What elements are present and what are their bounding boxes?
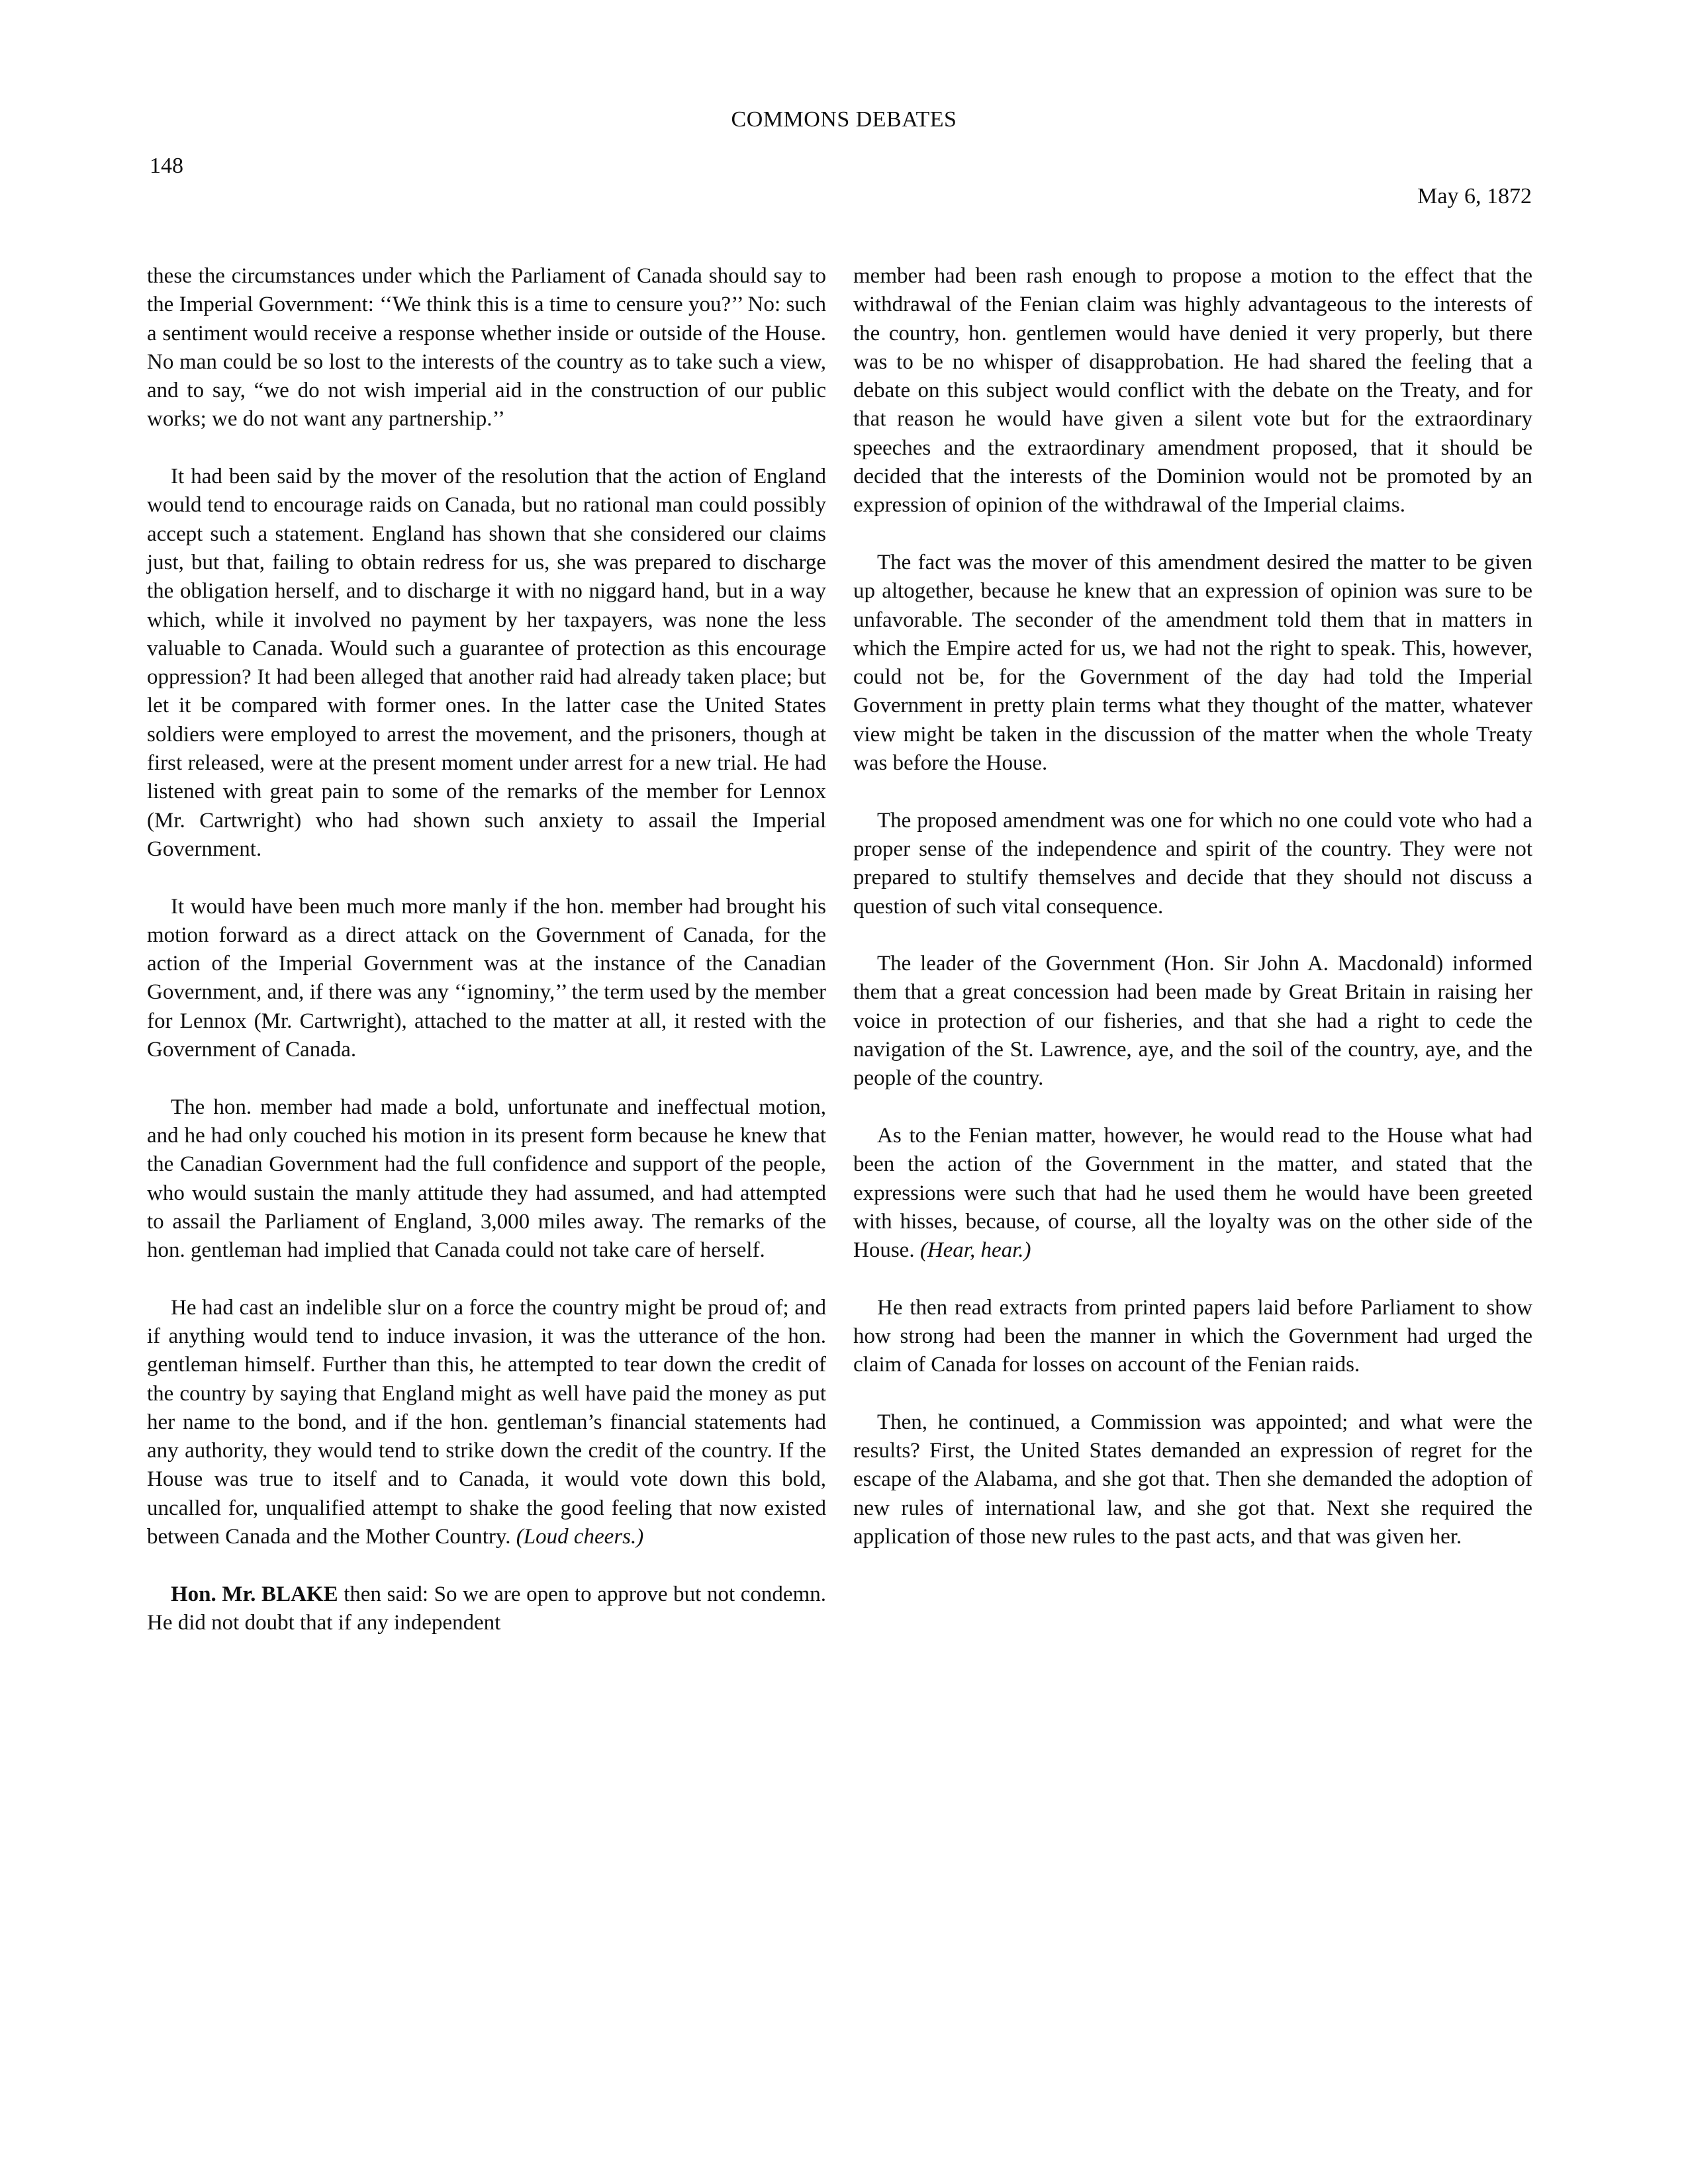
right-column	[853, 262, 1532, 1551]
left-column	[147, 262, 826, 1637]
paragraph: The fact was the mover of this amendment desired the matter to be given up altogether, because he knew that an expression of opinion was sure to be unfavorable. The seconder of the amendment told them that in matters in which the Empire acted for us, we had not the right to speak. This, however, could not be, for the Government of the day had told the Imperial Government in pretty plain terms what they thought of the matter, whatever view might be taken in the discussion of the matter when the whole Treaty was before the House.	[853, 550, 1532, 776]
paragraph	[147, 1294, 826, 1552]
interjection: (Hear, hear.)	[919, 1238, 1031, 1263]
page-date: May 6, 1872	[1417, 184, 1532, 208]
paragraph: these the circumstances under which the Parliament of Canada should say to the Imperial Government: ‘‘We think this is a time to censure you?’’ No: such a sentiment would receive a response whether inside or outside of the House. No man could be so lost to the interests of the country as to take such a view, and to say, “we do not wish imperial aid in the construction of our public works; we do not want any partnership.’’	[147, 264, 826, 432]
paragraph	[853, 1122, 1532, 1265]
paragraph: member had been rash enough to propose a motion to the effect that the withdrawal of the Fenian claim was highly advantageous to the interests of the country, hon. gentlemen would have denied it very properly, but there was to be no whisper of disapprobation. He had shared the feeling that a debate on this subject would conflict with the debate on the Treaty, and for that reason he would have given a silent vote but for the extraordinary speeches and the extraordinary amendment proposed, that it should be decided that the interests of the Dominion would not be promoted by an expression of opinion of the withdrawal of the Imperial claims.	[853, 264, 1532, 518]
paragraph: It would have been much more manly if the hon. member had brought his motion forward as a direct attack on the Government of Canada, for the action of the Imperial Government was at the instance of the Canadian Government, and, if there was any ‘‘ignominy,’’ the term used by the member for Lennox (Mr. Cartwright), attached to the matter at all, it rested with the Government of Canada.	[147, 894, 826, 1062]
paragraph: The leader of the Government (Hon. Sir John A. Macdonald) informed them that a great concession had been made by Great Britain in raising her voice in protection of our fisheries, and that she had a right to cede the navigation of the St. Lawrence, aye, and the soil of the country, aye, and the people of the country.	[853, 952, 1532, 1091]
paragraph: He then read extracts from printed papers laid before Parliament to show how strong had been the manner in which the Government had urged the claim of Canada for losses on account of the Fenian raids.	[853, 1295, 1532, 1377]
paragraph: The proposed amendment was one for which no one could vote who had a proper sense of the independence and spirit of the country. They were not prepared to stultify themselves and decide that they should not discuss a question of such vital consequence.	[853, 808, 1532, 919]
paragraph: Then, he continued, a Commission was appointed; and what were the results? First, the United States demanded an expression of regret for the escape of the Alabama, and she got that. Then she demanded the adoption of new rules of international law, and she got that. Next she required the application of those new rules to the past acts, and that was given her.	[853, 1410, 1532, 1549]
paragraph: The hon. member had made a bold, unfortunate and ineffectual motion, and he had only couched his motion in its present form because he knew that the Canadian Government had the full confidence and support of the people, who would sustain the manly attitude they had assumed, and had attempted to assail the Parliament of England, 3,000 miles away. The remarks of the hon. gentleman had implied that Canada could not take care of herself.	[147, 1095, 826, 1263]
paragraph: It had been said by the mover of the resolution that the action of England would tend to encourage raids on Canada, but no rational man could possibly accept such a statement. England has shown that she considered our claims just, but that, failing to obtain redress for us, she was prepared to discharge the obligation herself, and to discharge it with no niggard hand, but in a way which, while it involved no payment by her taxpayers, was none the less valuable to Canada. Would such a guarantee of protection as this encourage oppression? It had been alleged that another raid had already taken place; but let it be compared with former ones. In the latter case the United States soldiers were employed to arrest the movement, and the prisoners, though at first released, were at the present moment under arrest for a new trial. He had listened with great pain to some of the remarks of the member for Lennox (Mr. Cartwright) who had shown such anxiety to assail the Imperial Government.	[147, 465, 826, 861]
interjection: (Loud cheers.)	[516, 1525, 644, 1549]
paragraph-text: then said: So we are open to approve but not condemn. He did not doubt that if any independent	[147, 1582, 826, 1635]
page-number: 148	[150, 154, 183, 178]
running-title: COMMONS DEBATES	[731, 107, 957, 132]
paragraph	[147, 1580, 826, 1638]
speaker-name: Hon. Mr. BLAKE	[171, 1582, 338, 1606]
paragraph-text: He had cast an indelible slur on a force the country might be proud of; and if anything would tend to induce invasion, it was the utterance of the hon. gentleman himself. Further than this, he attempted to tear down the credit of the country by saying that England might as well have paid the money as put her name to the bond, and if the hon. gentleman’s financial statements had any authority, they would tend to strike down the credit of the country. If the House was true to itself and to Canada, it would vote down this bold, uncalled for, unqualified attempt to shake the good feeling that now existed between Canada and the Mother Country.	[147, 1295, 826, 1549]
paragraph-text: As to the Fenian matter, however, he would read to the House what had been the action of the Government in the matter, and stated that the expressions were such that had he used them he would have been greeted with hisses, because, of course, all the loyalty was on the other side of the House.	[853, 1123, 1532, 1263]
